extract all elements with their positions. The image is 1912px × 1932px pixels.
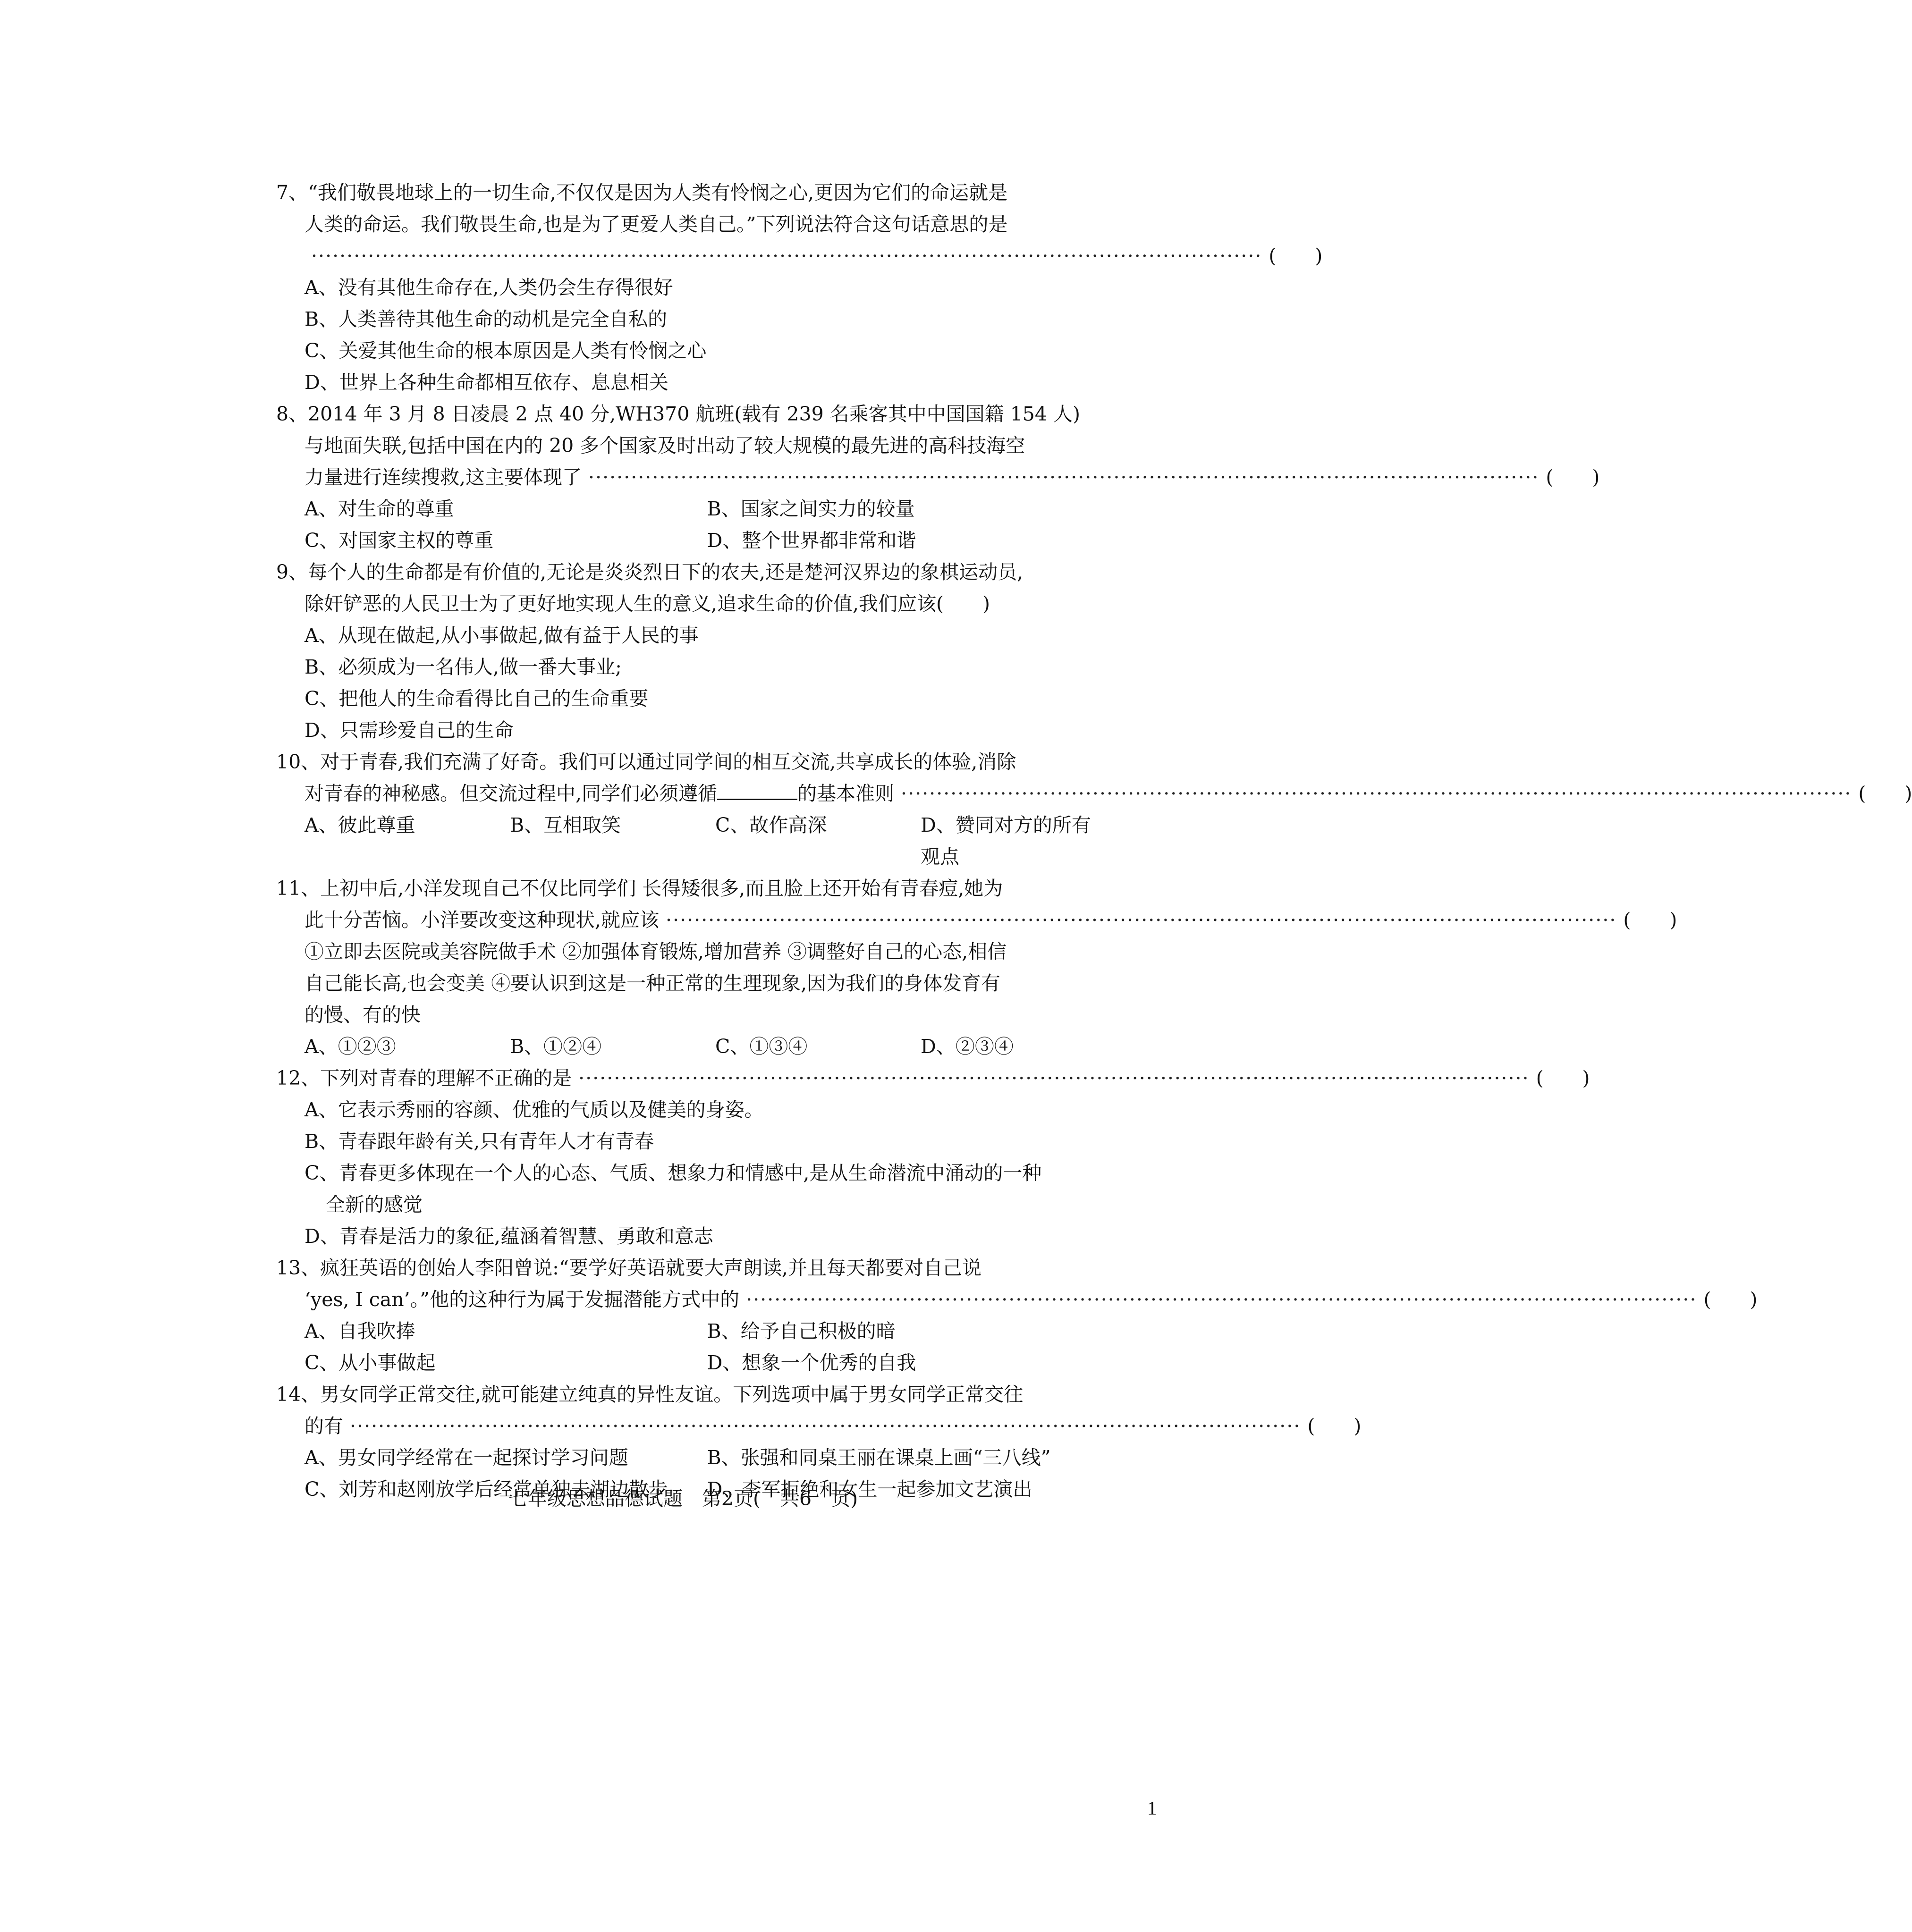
dot-leader: ······································································································································	[666, 909, 1617, 931]
question-8-stem-line-1: 8、2014 年 3 月 8 日凌晨 2 点 40 分,WH370 航班(载有 239 名乘客其中中国国籍 154 人)	[276, 403, 1080, 425]
option-b: B、必须成为一名伟人,做一番大事业;	[305, 656, 622, 678]
option-a: A、自我吹捧	[305, 1320, 415, 1342]
option-a: A、彼此尊重	[305, 814, 415, 836]
dot-leader: ······································································································································	[746, 1288, 1697, 1311]
option-b: B、张强和同桌王丽在课桌上画“三八线”	[707, 1446, 1051, 1469]
answer-bracket: ( )	[1307, 1415, 1362, 1437]
option-a: A、①②③	[305, 1035, 396, 1058]
option-c: C、刘芳和赵刚放学后经常单独去湖边散步	[305, 1478, 668, 1501]
option-b: B、互相取笑	[510, 814, 621, 836]
question-8-stem-line-3: 力量进行连续搜救,这主要体现了	[305, 466, 582, 489]
question-11-stem-line-2: 此十分苦恼。小洋要改变这种现状,就应该	[305, 909, 660, 931]
option-a: A、它表示秀丽的容颜、优雅的气质以及健美的身姿。	[305, 1098, 764, 1121]
question-8-stem-line-2: 与地面失联,包括中国在内的 20 多个国家及时出动了较大规模的最先进的高科技海空	[305, 434, 1025, 457]
option-a: A、对生命的尊重	[305, 498, 454, 520]
option-d: D、整个世界都非常和谐	[707, 529, 916, 552]
option-d: D、只需珍爱自己的生命	[305, 719, 514, 742]
option-c: C、①③④	[715, 1035, 808, 1058]
question-12	[276, 1063, 1590, 1252]
option-b: B、青春跟年龄有关,只有青年人才有青春	[305, 1130, 654, 1153]
option-a: A、男女同学经常在一起探讨学习问题	[305, 1446, 628, 1469]
option-d: D、李军拒绝和女生一起参加文艺演出	[707, 1478, 1032, 1501]
question-11	[276, 873, 1677, 1063]
question-8	[276, 398, 1600, 557]
question-9-stem-line-1: 9、每个人的生命都是有价值的,无论是炎炎烈日下的农夫,还是楚河汉界边的象棋运动员,	[276, 561, 1024, 583]
option-c: C、从小事做起	[305, 1351, 436, 1374]
option-b: B、国家之间实力的较量	[707, 498, 915, 520]
fill-blank	[717, 780, 797, 800]
question-7-stem-line-2: 人类的命运。我们敬畏生命,也是为了更爱人类自己。”下列说法符合这句话意思的是	[305, 213, 1008, 236]
question-10	[276, 746, 1912, 873]
option-c-continued: 全新的感觉	[326, 1193, 423, 1216]
question-13-stem-line-1: 13、疯狂英语的创始人李阳曾说:“要学好英语就要大声朗读,并且每天都要对自己说	[276, 1257, 981, 1279]
option-d: D、赞同对方的所有观点	[921, 814, 1091, 868]
question-10-stem-line-2: 对青春的神秘感。但交流过程中,同学们必须遵循	[305, 782, 718, 805]
answer-bracket: ( )	[1546, 466, 1600, 489]
dot-leader: ······································································································································	[350, 1415, 1301, 1437]
option-c: C、故作高深	[715, 814, 827, 836]
option-c: C、关爱其他生命的根本原因是人类有怜悯之心	[305, 339, 707, 362]
option-b: B、人类善待其他生命的动机是完全自私的	[305, 308, 668, 330]
option-a: A、从现在做起,从小事做起,做有益于人民的事	[305, 624, 699, 647]
option-a: A、没有其他生命存在,人类仍会生存得很好	[305, 276, 673, 299]
question-7-stem-line-1: 7、“我们敬畏地球上的一切生命,不仅仅是因为人类有怜悯之心,更因为它们的命运就是	[276, 181, 1008, 204]
option-d: D、世界上各种生命都相互依存、息息相关	[305, 371, 668, 394]
page-footer: 七年级思想品德试题 第2页( 共6 页)	[508, 1487, 858, 1510]
dot-leader: ······································································································································	[578, 1067, 1530, 1089]
option-c: C、把他人的生命看得比自己的生命重要	[305, 687, 649, 710]
option-b: B、①②④	[510, 1035, 602, 1058]
option-d: D、②③④	[921, 1035, 1014, 1058]
exam-content	[276, 177, 1912, 1505]
question-11-statements-line-3: 的慢、有的快	[305, 1004, 421, 1026]
question-7	[276, 177, 1323, 398]
option-c: C、青春更多体现在一个人的心态、气质、想象力和情感中,是从生命潜流中涌动的一种	[305, 1162, 1042, 1184]
page-number: 1	[1147, 1797, 1157, 1819]
question-10-stem-line-2-end: 的基本准则	[797, 782, 895, 805]
answer-bracket: ( )	[1623, 909, 1677, 931]
answer-bracket: ( )	[1858, 782, 1912, 805]
answer-bracket: ( )	[1703, 1288, 1758, 1311]
dot-leader: ······································································································································	[588, 466, 1540, 489]
dot-leader: ······································································································································	[311, 245, 1262, 267]
option-d: D、青春是活力的象征,蕴涵着智慧、勇敢和意志	[305, 1225, 713, 1248]
option-c: C、对国家主权的尊重	[305, 529, 494, 552]
question-12-stem: 12、下列对青春的理解不正确的是	[276, 1067, 572, 1089]
question-14-stem-line-2: 的有	[305, 1415, 343, 1437]
question-11-stem-line-1: 11、上初中后,小洋发现自己不仅比同学们 长得矮很多,而且脸上还开始有青春痘,她为	[276, 877, 1003, 900]
question-13-stem-line-2: ‘yes, I can’。”他的这种行为属于发掘潜能方式中的	[305, 1288, 740, 1311]
dot-leader: ······································································································································	[901, 782, 1852, 805]
question-14-stem-line-1: 14、男女同学正常交往,就可能建立纯真的异性友谊。下列选项中属于男女同学正常交往	[276, 1383, 1024, 1406]
option-b: B、给予自己积极的暗	[707, 1320, 896, 1342]
question-9-stem-line-2: 除奸铲恶的人民卫士为了更好地实现人生的意义,追求生命的价值,我们应该( )	[305, 592, 990, 615]
question-9	[276, 557, 1109, 746]
question-11-statements-line-1: ①立即去医院或美容院做手术 ②加强体育锻炼,增加营养 ③调整好自己的心态,相信	[305, 940, 1007, 963]
question-13	[276, 1252, 1758, 1379]
question-11-statements-line-2: 自己能长高,也会变美 ④要认识到这是一种正常的生理现象,因为我们的身体发育有	[305, 972, 1001, 995]
question-10-stem-line-1: 10、对于青春,我们充满了好奇。我们可以通过同学间的相互交流,共享成长的体验,消除	[276, 751, 1016, 773]
option-d: D、想象一个优秀的自我	[707, 1351, 916, 1374]
answer-bracket: ( )	[1269, 245, 1323, 267]
answer-bracket: ( )	[1536, 1067, 1590, 1089]
